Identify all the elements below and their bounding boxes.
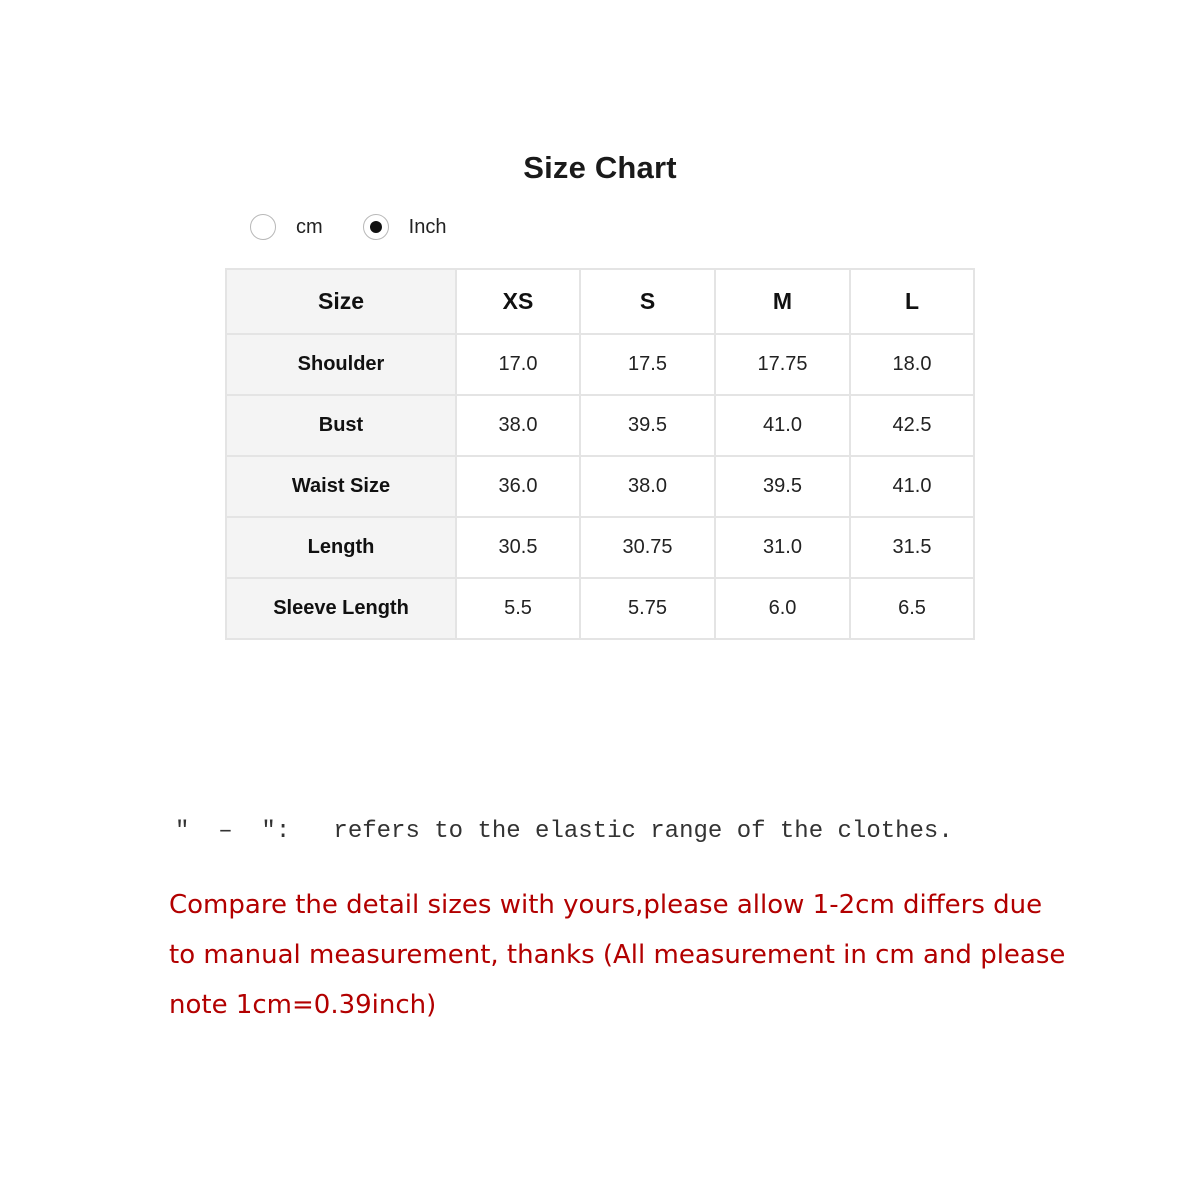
table-row — [226, 395, 974, 456]
table-cell: 6.5 — [850, 578, 974, 639]
unit-toggle — [250, 214, 446, 240]
header-s: S — [580, 269, 715, 334]
unit-option-inch[interactable] — [363, 214, 447, 240]
table-cell: 30.5 — [456, 517, 580, 578]
header-size: Size — [226, 269, 456, 334]
elastic-range-note: ″ – ″: refers to the elastic range of the clothes. — [175, 818, 953, 845]
table-cell: 17.75 — [715, 334, 850, 395]
table-cell: 17.0 — [456, 334, 580, 395]
cm-radio[interactable] — [250, 214, 276, 240]
page-title: Size Chart — [523, 150, 677, 185]
header-m: M — [715, 269, 850, 334]
table-cell: 42.5 — [850, 395, 974, 456]
inch-radio[interactable] — [363, 214, 389, 240]
row-label: Shoulder — [226, 334, 456, 395]
table-cell: 6.0 — [715, 578, 850, 639]
table-cell: 31.5 — [850, 517, 974, 578]
table-cell: 39.5 — [580, 395, 715, 456]
table-cell: 5.5 — [456, 578, 580, 639]
row-label: Sleeve Length — [226, 578, 456, 639]
table-cell: 17.5 — [580, 334, 715, 395]
measurement-warning: Compare the detail sizes with yours,please allow 1-2cm differs due to manual measurement, thanks (All measurement in cm and please note 1cm=0.39inch) — [169, 890, 1066, 1020]
table-cell: 30.75 — [580, 517, 715, 578]
table-cell: 41.0 — [715, 395, 850, 456]
table-cell: 31.0 — [715, 517, 850, 578]
table-cell: 41.0 — [850, 456, 974, 517]
table-header-row — [226, 269, 974, 334]
unit-option-cm[interactable] — [250, 214, 323, 240]
table-row — [226, 334, 974, 395]
header-xs: XS — [456, 269, 580, 334]
table-cell: 38.0 — [580, 456, 715, 517]
table-cell: 39.5 — [715, 456, 850, 517]
cm-label: cm — [296, 215, 323, 238]
table-cell: 38.0 — [456, 395, 580, 456]
table-cell: 36.0 — [456, 456, 580, 517]
table-cell: 18.0 — [850, 334, 974, 395]
header-l: L — [850, 269, 974, 334]
row-label: Length — [226, 517, 456, 578]
inch-label: Inch — [408, 215, 447, 238]
row-label: Waist Size — [226, 456, 456, 517]
table-row — [226, 517, 974, 578]
size-table — [225, 268, 975, 640]
table-cell: 5.75 — [580, 578, 715, 639]
table-row — [226, 456, 974, 517]
row-label: Bust — [226, 395, 456, 456]
table-row — [226, 578, 974, 639]
radio-selected-dot — [370, 221, 382, 233]
